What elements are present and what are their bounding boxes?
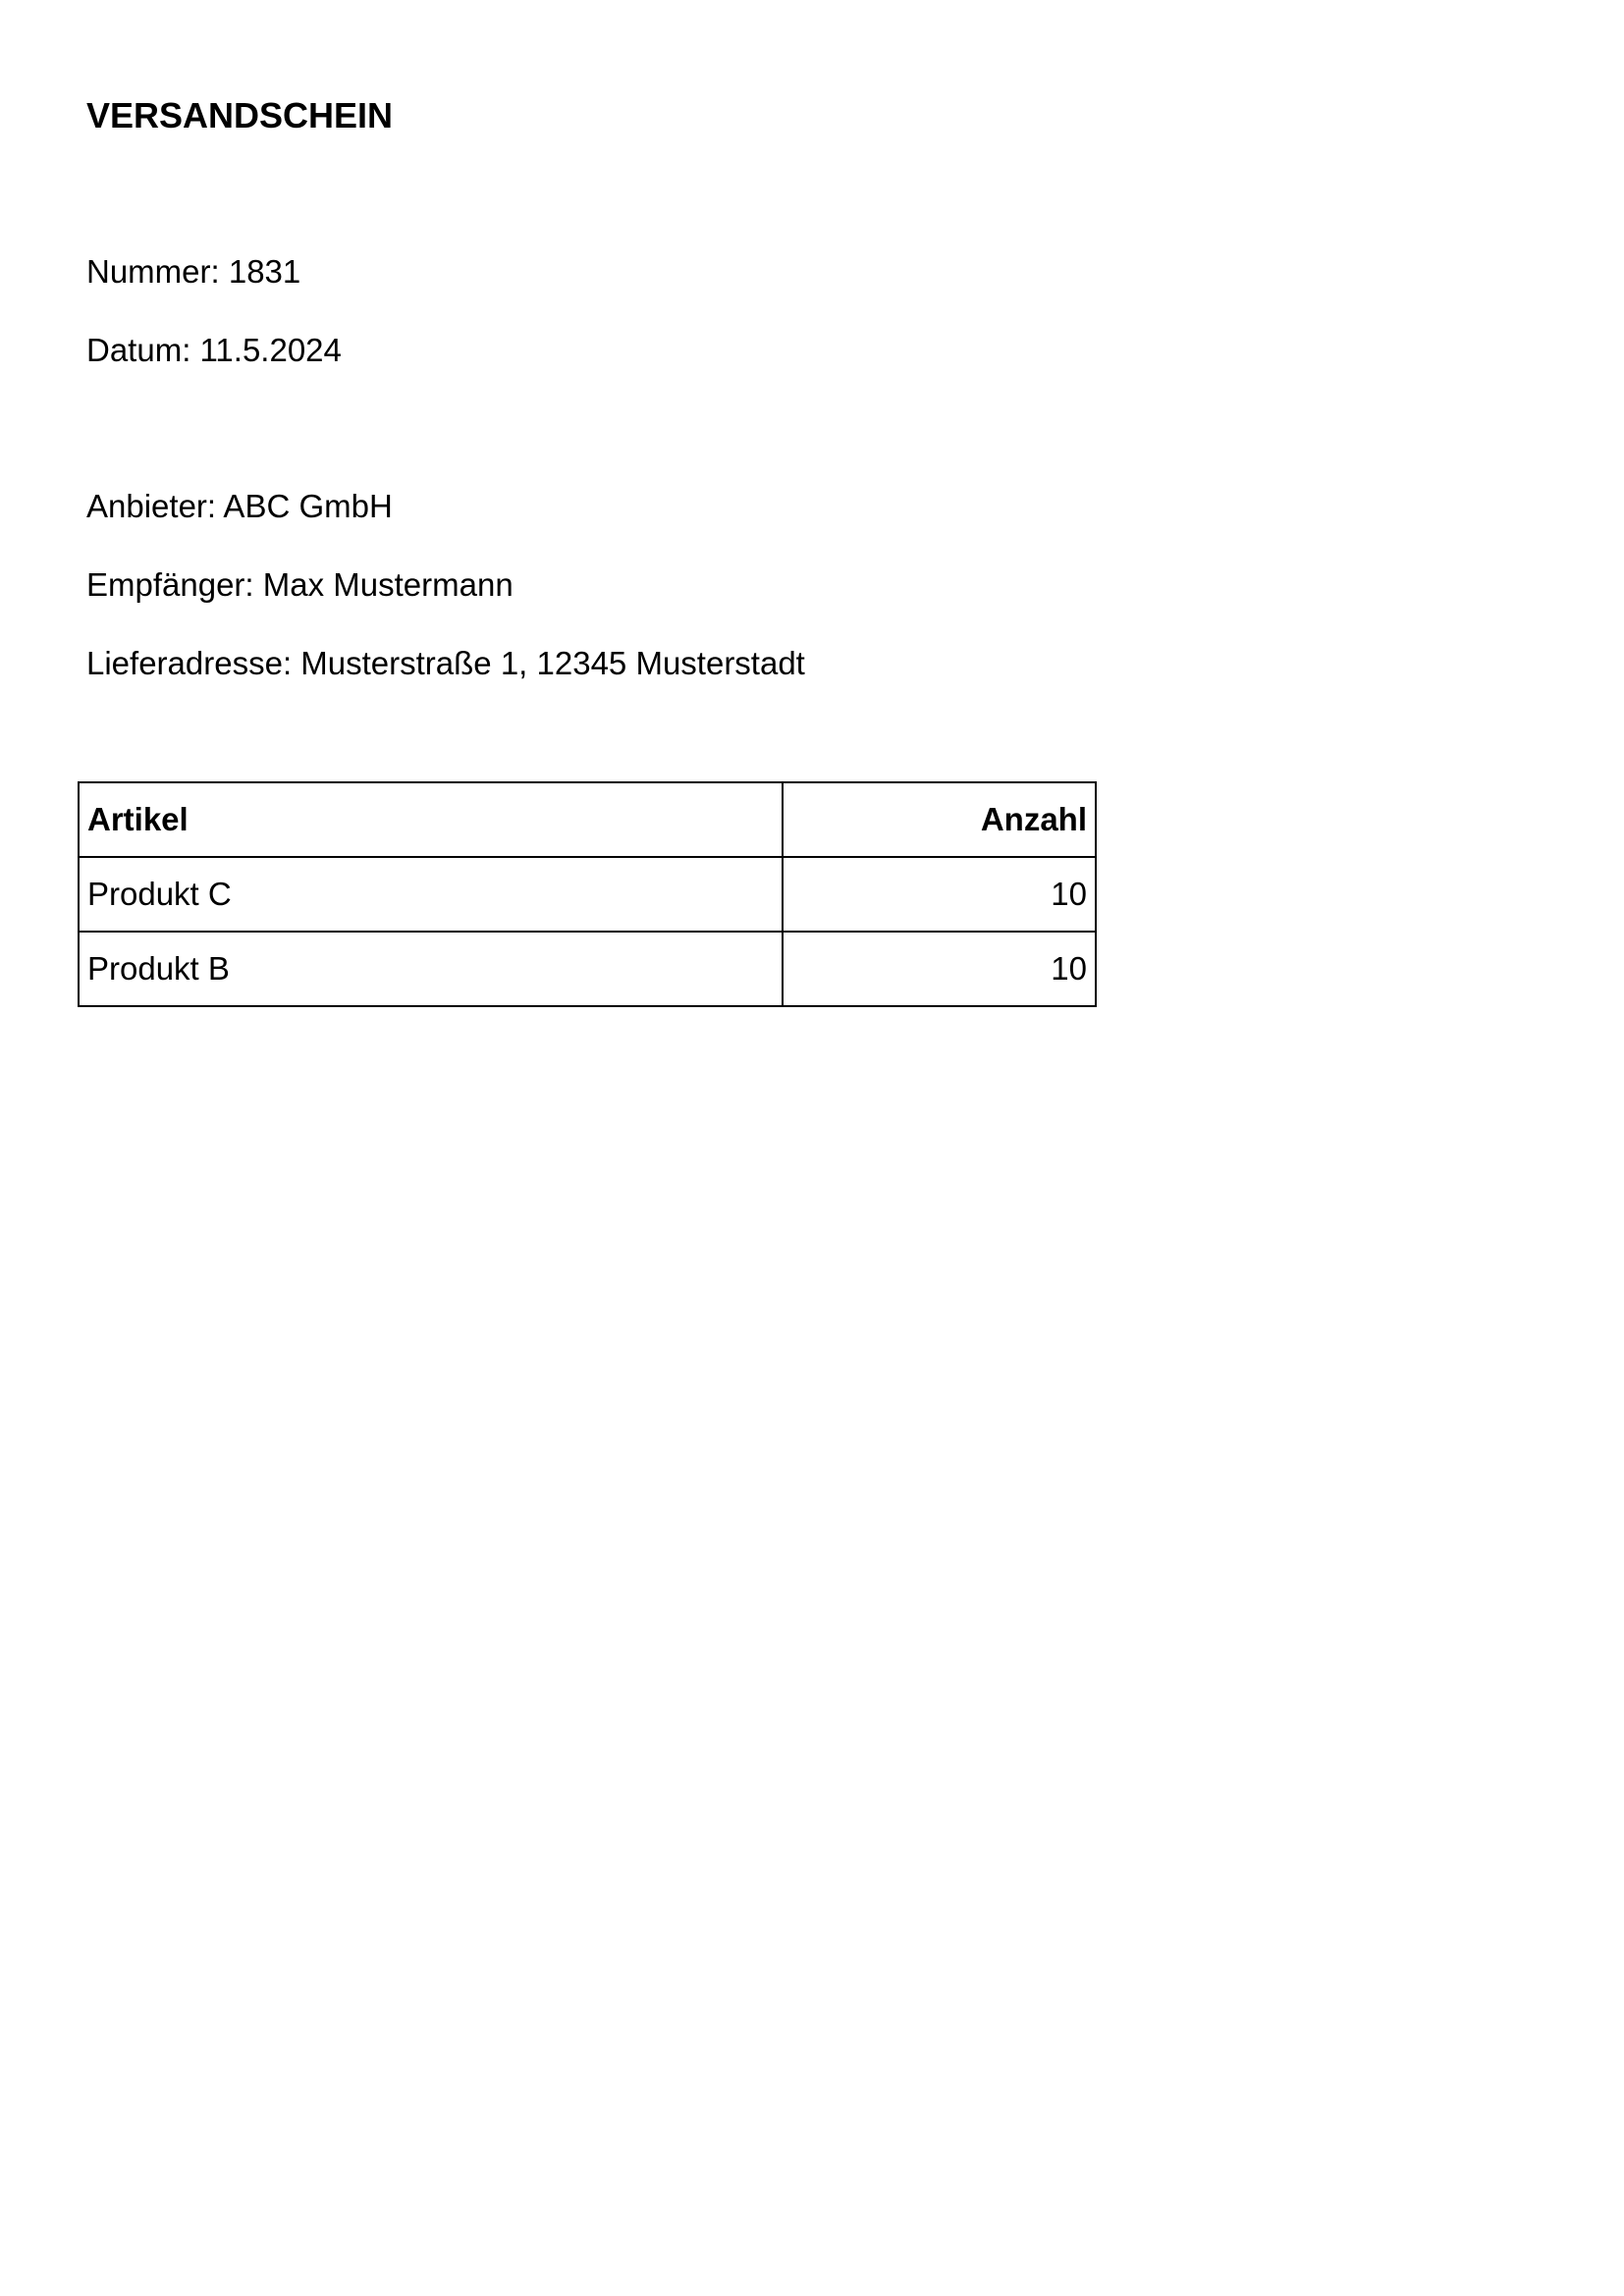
header-artikel: Artikel [79, 782, 783, 857]
recipient: Empfänger: Max Mustermann [86, 566, 514, 603]
cell-anzahl: 10 [783, 932, 1096, 1006]
table-header-row [79, 782, 1096, 857]
document-date: Datum: 11.5.2024 [86, 332, 342, 368]
header-anzahl: Anzahl [783, 782, 1096, 857]
cell-anzahl: 10 [783, 857, 1096, 932]
cell-artikel: Produkt C [79, 857, 783, 932]
table-row [79, 932, 1096, 1006]
cell-artikel: Produkt B [79, 932, 783, 1006]
document-number: Nummer: 1831 [86, 253, 301, 290]
items-table [78, 781, 1097, 1007]
document-title: VERSANDSCHEIN [86, 95, 394, 135]
delivery-address: Lieferadresse: Musterstraße 1, 12345 Musterstadt [86, 645, 805, 681]
supplier: Anbieter: ABC GmbH [86, 488, 393, 524]
table-row [79, 857, 1096, 932]
